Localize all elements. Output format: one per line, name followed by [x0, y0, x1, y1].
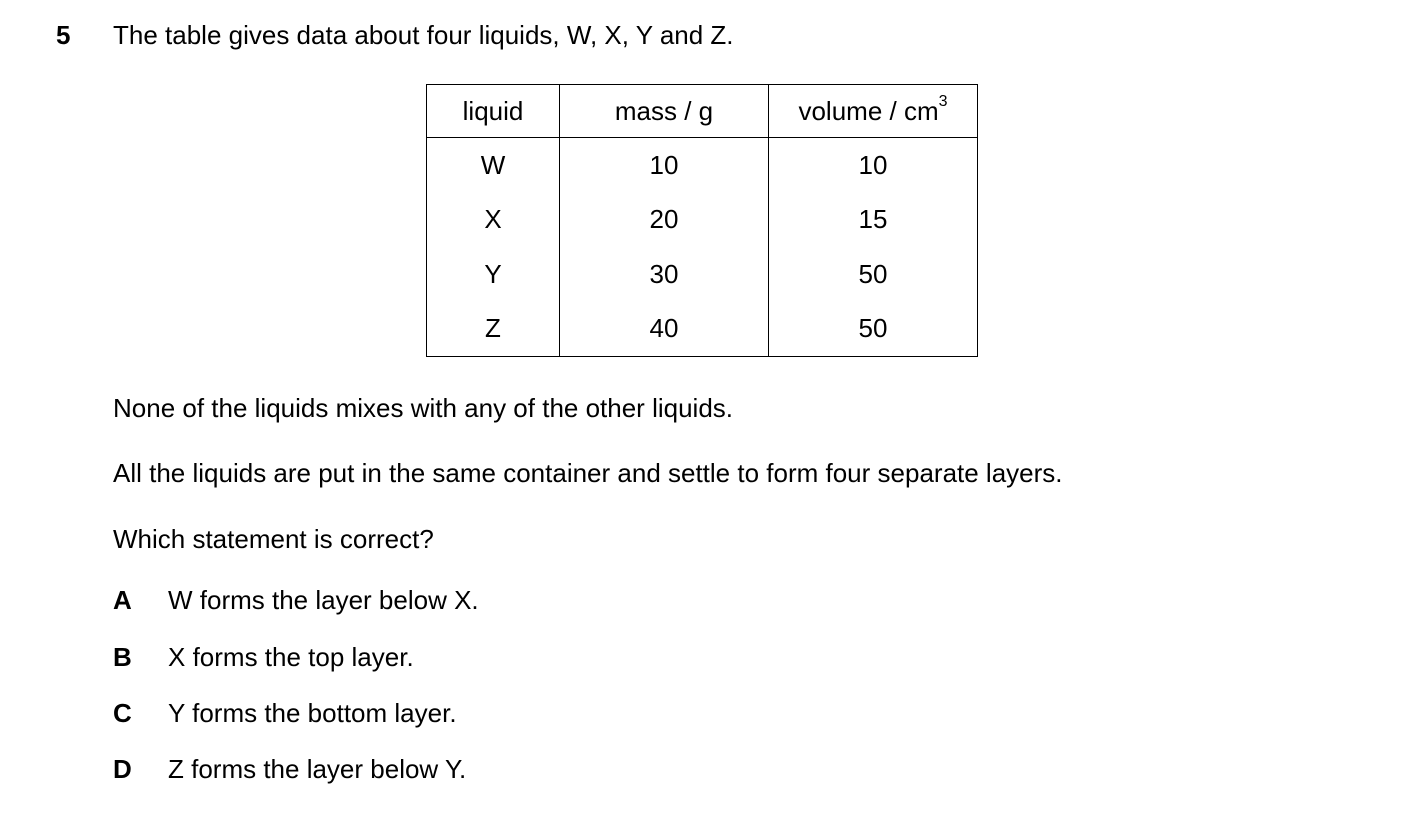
- table-row: [427, 302, 978, 357]
- cell-liquid: W: [427, 138, 560, 193]
- option-letter: D: [113, 754, 132, 784]
- option-b[interactable]: [113, 642, 414, 672]
- cell-liquid: Y: [427, 247, 560, 302]
- header-volume-exponent: 3: [938, 92, 948, 110]
- question-prompt: Which statement is correct?: [113, 524, 434, 554]
- header-volume-label: volume / cm: [798, 95, 939, 126]
- cell-volume: 10: [769, 138, 978, 193]
- statement-no-mixing: None of the liquids mixes with any of the other liquids.: [113, 393, 734, 423]
- cell-liquid: X: [427, 193, 560, 248]
- cell-volume: 50: [769, 247, 978, 302]
- option-text: X forms the top layer.: [168, 642, 414, 672]
- question-intro: The table gives data about four liquids, W, X, Y and Z.: [113, 20, 734, 50]
- cell-liquid: Z: [427, 302, 560, 357]
- liquids-table: [426, 84, 978, 357]
- table-row: [427, 247, 978, 302]
- cell-mass: 20: [560, 193, 769, 248]
- option-a[interactable]: [113, 585, 479, 615]
- cell-mass: 10: [560, 138, 769, 193]
- header-liquid: liquid: [427, 85, 560, 138]
- option-d[interactable]: [113, 754, 466, 784]
- header-volume: [769, 85, 978, 138]
- option-text: Y forms the bottom layer.: [168, 698, 457, 728]
- option-text: Z forms the layer below Y.: [168, 754, 467, 784]
- option-letter: A: [113, 585, 132, 615]
- option-c[interactable]: [113, 698, 457, 728]
- table-header-row: [427, 85, 978, 138]
- question-number: 5: [56, 20, 71, 50]
- option-letter: B: [113, 642, 132, 672]
- cell-mass: 30: [560, 247, 769, 302]
- cell-volume: 15: [769, 193, 978, 248]
- statement-layers: All the liquids are put in the same container and settle to form four separate layers.: [113, 458, 1063, 488]
- table-row: [427, 193, 978, 248]
- cell-volume: 50: [769, 302, 978, 357]
- option-text: W forms the layer below X.: [168, 585, 479, 615]
- table-row: [427, 138, 978, 193]
- header-mass: mass / g: [560, 85, 769, 138]
- option-letter: C: [113, 698, 132, 728]
- cell-mass: 40: [560, 302, 769, 357]
